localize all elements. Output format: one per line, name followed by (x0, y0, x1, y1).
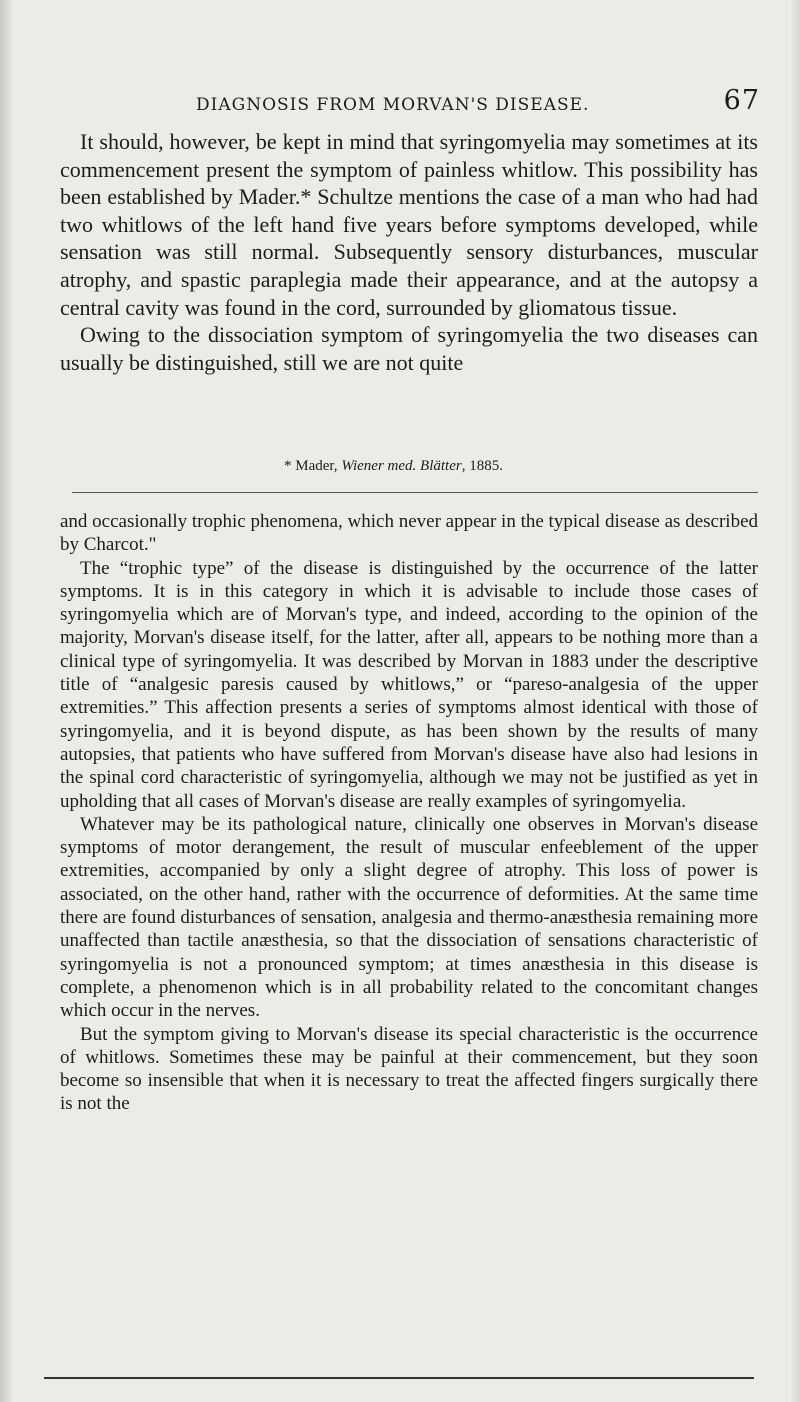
paragraph: Owing to the dissociation symptom of syringomyelia the two diseases can usually be distinguished, still we are not quite (60, 322, 758, 375)
page-edge-shadow (790, 0, 800, 1402)
main-body-text (60, 128, 758, 376)
running-title: DIAGNOSIS FROM MORVAN'S DISEASE. (196, 95, 590, 115)
footnote-year: , 1885. (461, 458, 503, 474)
paragraph: Whatever may be its pathological nature, clinically one observes in Morvan's disease symptoms of motor derangement, the result of muscular enfeeblement of the upper extremities, accompanied by only a slight degree of atrophy. This loss of power is associated, on the other hand, rather with the occurrence of deformities. At the same time there are found disturbances of sensation, analgesia and thermo-anæsthesia remaining more unaffected than tactile anæsthesia, so that the dissociation of sensations characteristic of syringomyelia is not a pronounced symptom; at times anæsthesia in this disease is complete, a phenomenon which is in all probability related to the concomitant changes which occur in the nerves. (60, 813, 758, 1022)
inserted-slip-text (60, 510, 758, 1116)
running-head (196, 85, 766, 122)
page-number: 67 (723, 85, 760, 116)
book-page (44, 0, 766, 1402)
paragraph: It should, however, be kept in mind that syringomyelia may sometimes at its commencement present the symptom of painless whitlow. This possibility has been established by Mader.* Schultze mentions the case of a man who had had two whitlows of the left hand five years before symptoms developed, while sensation was still normal. Subsequently sensory disturbances, muscular atrophy, and spastic paraplegia made their appearance, and at the autopsy a central cavity was found in the cord, surrounded by gliomatous tissue. (60, 129, 758, 320)
footnote-journal: Wiener med. Blätter (341, 458, 462, 474)
slip-bottom-edge (44, 1377, 754, 1379)
footnote-divider (72, 492, 758, 493)
paragraph: But the symptom giving to Morvan's disease its special characteristic is the occurrence of whitlows. Sometimes these may be painful at their commencement, but they soon become so insensible that when it is necessary to treat the affected fingers surgically there is not the (60, 1023, 758, 1115)
paragraph: The “trophic type” of the disease is distinguished by the occurrence of the latter symptoms. It is in this category in which it is advisable to include those cases of syringomyelia which are of Morvan's type, and indeed, according to the opinion of the majority, Morvan's disease itself, for the latter, after all, appears to be nothing more than a clinical type of syringomyelia. It was described by Morvan in 1883 under the descriptive title of “analgesic paresis caused by whitlows,” or “pareso-analgesia of the upper extremities.” This affection presents a series of symptoms almost identical with those of syringomyelia, and it is beyond dispute, as has been shown by the results of many autopsies, that patients who have suffered from Morvan's disease have also had lesions in the spinal cord characteristic of syringomyelia, although we may not be justified as yet in upholding that all cases of Morvan's disease are really examples of syringomyelia. (60, 557, 758, 812)
paragraph: and occasionally trophic phenomena, which never appear in the typical disease as described by Charcot." (60, 511, 758, 556)
binding-shadow (0, 0, 14, 1402)
footnote-marker: * Mader, (284, 458, 342, 474)
footnote (284, 456, 503, 476)
